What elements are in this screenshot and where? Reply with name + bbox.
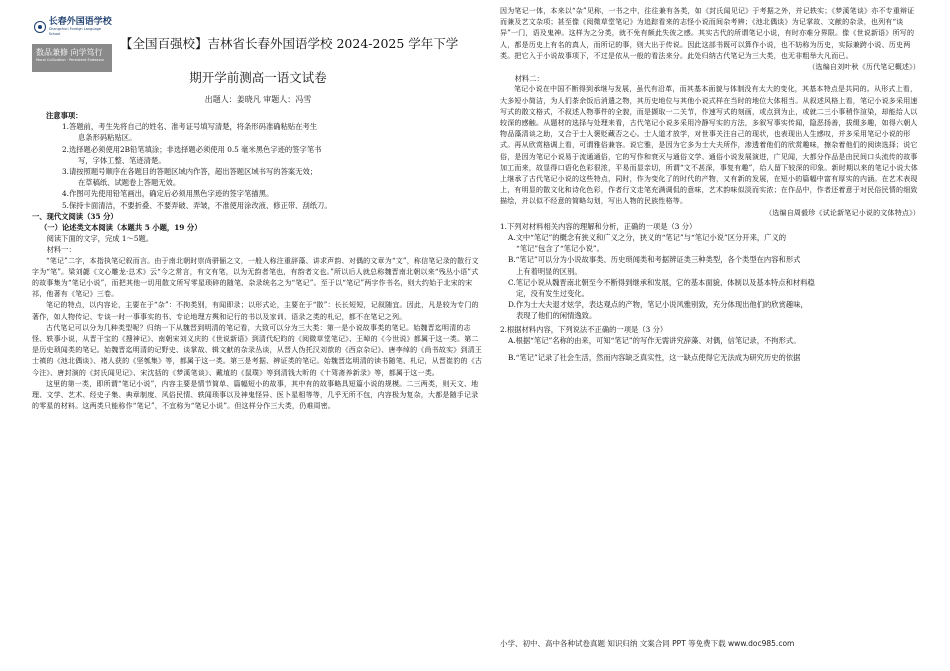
exam-title-line1: 【全国百强校】吉林省长春外国语学校 2024-2025 学年下学 (120, 36, 459, 51)
question-1 (500, 221, 920, 322)
material2-label: 材料二： (514, 74, 544, 84)
notice-item: 2.选择题必须使用2B铅笔填涂；非选择题必须使用 0.5 毫米黑色字迹的签字笔书 (62, 144, 322, 154)
notice-item-cont: 息条形码粘贴区。 (78, 133, 137, 143)
notice-heading: 注意事项： (46, 111, 83, 120)
notice-list (32, 121, 484, 211)
option-a: A.文中“笔记”的概念有狭义和广义之分，狭义的“笔记”与“笔记小说”区分开来，广义的 (508, 233, 787, 243)
logo-motto-en: Moral Cultivation · Persistent Endeavor (36, 58, 105, 62)
logo-motto: 数品兼修 向学笃行 (36, 48, 103, 57)
logo-motto-box (32, 44, 112, 72)
option-d: D.作为士大夫退才炫学，表达观点的产物，笔记小说风雅别致，充分体现出他们的欣赏趣味， (508, 300, 808, 310)
section-heading: 一、现代文阅读（35 分） (32, 211, 118, 221)
section-subheading: （一）论述类文本阅读（本题共 5 小题，19 分） (40, 223, 202, 233)
option-a-cont: “笔记”包含了“笔记小说”。 (516, 244, 604, 254)
section-instruction: 阅读下面的文字，完成 1～5题。 (46, 234, 154, 244)
logo-en: Changchun Foreign Language School (48, 27, 102, 36)
material1-paragraph: “笔记”二字，本指执笔记叙而言。由于南北朝时崇尚骈俪之文，一般人称注重辞藻、讲求声韵、对偶的文章为“文”，称信笔记录的散行文字为“笔”。梁刘勰《文心雕龙·总术》云“今之常言，有文有笔，以为无韵者笔也，有韵者文也。”所以后人就总称魏晋南北朝以来“残丛小语”式的故事集为“笔记小说”，而把其他一切用散文所写零星琐碎的随笔、杂录统名之为“笔记”。至于以“笔记”两字作书名，则大约始于北宋的宋祁，他著有《笔记》三卷。 (32, 256, 479, 299)
school-emblem-icon (34, 21, 46, 33)
material2-source: （选编自周毅珍《试论新笔记小说的文体特点》） (765, 208, 920, 217)
material1-paragraph-cont: 因为笔记一体，本来以“杂”见称，一书之中，往往兼有各类，如《封氏闻见记》于考据之外，并记轶实；《梦溪笔谈》亦不专重辩证而兼及艺文杂项；甚至像《阅微草堂笔记》为追踪看来的志怪小说而间杂考辨；《池北偶谈》为记掌故、文献的杂录，也列有“谈异”一门，语及鬼神。这样为之分类，就不免有颇此失彼之感。其实古代的所谓笔记小说，有时亦难分界限。像《世说新语》所写的人，都是历史上有名的真人，而所记的事，则大出于传说。因此这部书既可以算作小说，也不妨称为历史，实际兼跨小说、历史两类。把它入于小说故事项下，不过是依从一般的看法来分。此处归纳古代笔记为三大类，也无非粗举大凡而已。 (500, 7, 915, 60)
material1-paragraph: 笔记的特点，以内容论，主要在于“杂”：不拘类别，有闻即录；以形式论，主要在于“散”：长长短短，记叙随宜。因此，凡是较为专门的著作，如人物传记、专谈一时一事事实的书、专论地理方舆和记行的书以及家训、语录之类的札记，都不在笔记之列。 (32, 301, 479, 321)
question-stem: 2.根据材料内容，下列说法不正确的一项是（3 分） (500, 324, 668, 334)
notice-item: 5.保持卡面清洁，不要折叠、不要弄破、弄皱，不准使用涂改液、修正带、刮纸刀。 (62, 200, 332, 210)
material1-label: 材料一： (46, 245, 76, 255)
option-a: A.根据“笔记”名称的由来，可知“笔记”的写作无需讲究辞藻、对偶，信笔记录，不拘形式。 (508, 335, 801, 345)
question-2 (500, 324, 920, 364)
school-logo (32, 10, 112, 72)
option-c-cont: 定，没有发生过变化。 (516, 289, 589, 299)
exam-title-line2: 期开学前测高一语文试卷 (189, 70, 327, 85)
material1-paragraph: 这里的第一类，即所谓“笔记小说”，内容主要是情节简单、篇幅短小的故事，其中有的故事略具短篇小说的规模。二三两类，则天文、地理、文学、艺术、经史子集、典章制度、风俗民情、轶闻琐事以及神鬼怪异、医卜星相等等，几乎无所不包，内容极为复杂，大都是随手记录的零星的材料。这两类只能称作“笔记”，不宜称为“笔记小说”。但这样分作三大类，仍难周密。 (32, 379, 479, 411)
notice-item-cont: 写，字体工整、笔迹清楚。 (78, 155, 166, 165)
notice-item-cont: 在草稿纸、试题卷上答题无效。 (78, 178, 181, 188)
question-stem: 1.下列对材料相关内容的理解和分析，正确的一项是（3 分） (500, 221, 697, 231)
option-c: C.笔记小说从魏晋南北朝至今不断得到继承和发展，它的基本面貌、体制以及基本特点和材料稳 (508, 277, 815, 287)
notice-item: 3.请按照题号顺序在各题目的答题区域内作答，超出答题区域书写的答案无效； (62, 167, 318, 177)
option-b: B.“笔记”可以分为小说故事类、历史琐闻类和考据辨证类三种类型，各个类型在内容和形式 (508, 255, 801, 265)
footer-link[interactable]: 小学、初中、高中各种试卷真题 知识归纳 文案合同 PPT 等免费下载 www.doc985.com (500, 639, 795, 648)
material1-paragraph: 古代笔记可以分为几种类型呢？归纳一下从魏晋到明清的笔记看，大致可以分为三大类：第一是小说故事类的笔记。始魏晋迄明清的志怪、轶事小说，从晋干宝的《搜神记》、南朝宋刘义庆的《世说新语》到清代纪昀的《阅微草堂笔记》、王晫的《今世说》都属于这一类。第二是历史琐闻类的笔记。始魏晋迄明清的记野史、谈掌故、辑文献的杂录丛谈，从晋人伪托汉刘歆的《西京杂记》、唐李绰的《尚书故实》到清王士禛的《池北偶谈》、褚人获的《坚瓠集》等，都属于这一类。第三是考据、辨证类的笔记。始魏晋迄明清的读书随笔、札记，从晋崔豹的《古今注》、唐封演的《封氏闻见记》、宋沈括的《梦溪笔谈》、戴埴的《鼠璞》等到清钱大昕的《十驾斋养新录》等，都属于这一类。 (32, 323, 483, 377)
option-d-cont: 表现了他们的闲情逸致。 (516, 311, 597, 321)
right-column (500, 6, 920, 363)
material1-source: （选编自刘叶秋《历代笔记概述》） (808, 63, 920, 72)
material2-paragraph: 笔记小说在中国不断得到承继与发展，虽代有沿革，而其基本面貌与体制没有太大的变化，其基本特点是共同的。从形式上看，大多短小简洁，为人们茶余饭后消遣之物，其历史地位与其他小说式样在当时的地位大体相当。从叙述风格上看，笔记小说多采用速写式的散文格式，不叙述人物事件的全貌，而是撷取一二关节，作速写式的刻画，或点到为止，或就二三小事稍作渲染，却能给人以较深的感触。从题材的选择与处理来看，古代笔记小说多采用冷静写实的方法，多叙写事实传闻，隐恶扬善，拔缀多趣，如得六朝人物品藻清谈之助，又合于士人褒贬藏否之心。士人道才放学，对世事关注自己的现状，也表现出人生感叹，并多采用笔记小说的形式。再从欣赏格调上看，可谓雅俗兼容。说它雅，是因为它多为士大夫所作，渗透着他们的欣赏趣味，擦杂着他们的阅读选择；说它俗，是因为笔记小说易于流通通俗，它的写作和衰灭与通俗文学、通俗小说发展演进，广见闻，大都分作品是由民间口头流传的故事加工而来，故显得口语化色彩很浓，平易而显亲切，所谓“文不甚深，事复有趣”，给人留下较深的印象。新时期以来的笔记小说大体上继承了古代笔记小说的这些特点，同时，作为变化了的时代的产物，又有新的发展，在短小的篇幅中富有厚实的内涵。在艺术表现上，有明显的散文化和诗化色彩，作者行文走笔充满调侃的意味，艺术韵味似淡而实浓；在作品中，作者还着意于对民俗民情的细致描绘，并以似不经意的简略勾划，写出人物的民族性格等。 (500, 85, 918, 206)
option-b: B.“笔记”记录了社会生活，然而内容缺乏真实性，这一缺点使得它无法成为研究历史的依据 (508, 353, 801, 363)
option-b-cont: 上有着明显的区别。 (516, 266, 582, 276)
exam-authors: 出题人：姜晓凡 审题人：冯雪 (204, 95, 312, 104)
notice-item: 1.答题前，考生先将自己的姓名、准考证号填写清楚，将条形码准确粘贴在考生 (62, 122, 318, 132)
notice-item: 4.作图可先使用铅笔画出，确定后必须用黑色字迹的签字笔描黑。 (62, 189, 274, 199)
left-column (32, 110, 484, 412)
logo-top (32, 10, 112, 44)
logo-name: 长春外国语学校 (48, 17, 112, 27)
